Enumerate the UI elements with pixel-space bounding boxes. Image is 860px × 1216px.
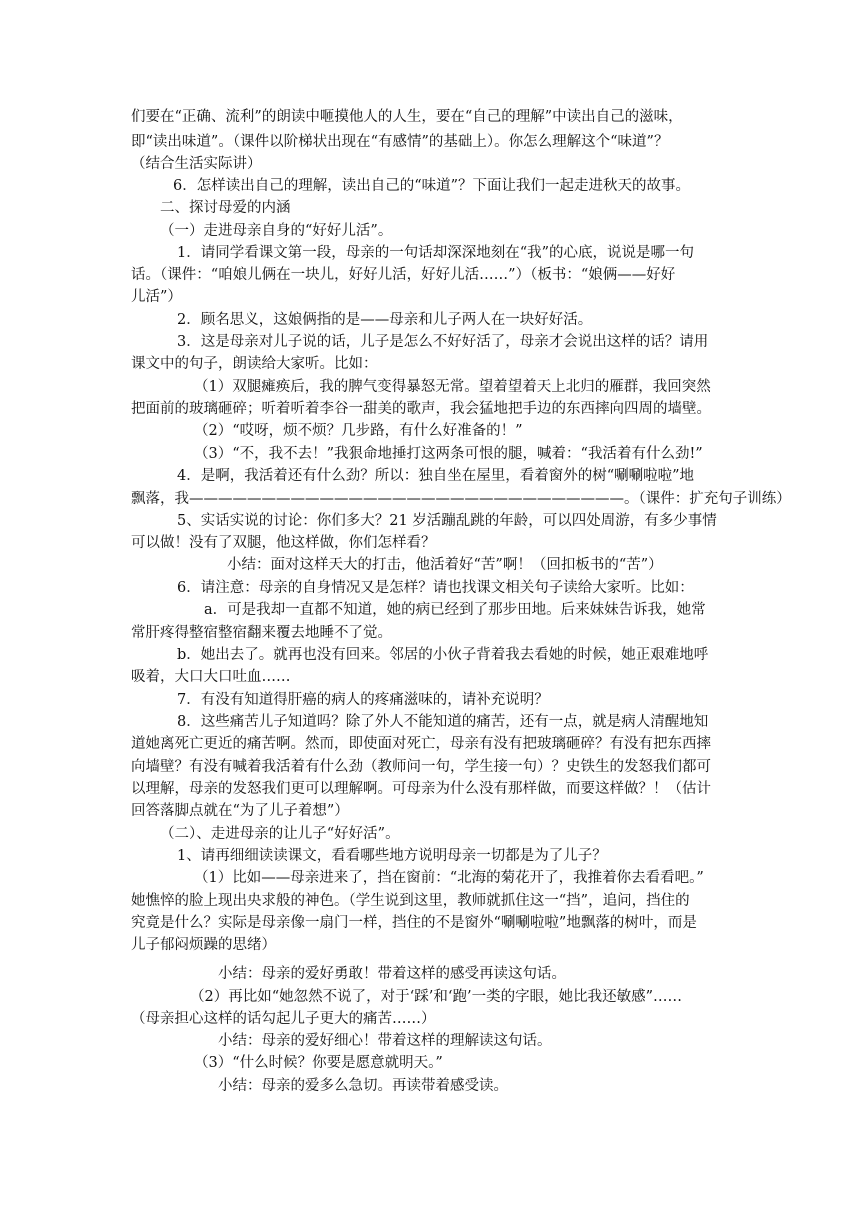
text-line-21: 小结：面对这样天大的打击，他活着好“苦”啊！（回扣板书的“苦”）: [227, 557, 663, 573]
text-line-32: 回答落脚点就在“为了儿子着想”）: [131, 803, 349, 819]
text-line-1: 们要在“正确、流利”的朗读中咂摸他人的人生，要在“自己的理解”中读出自己的滋味，: [131, 109, 683, 125]
text-line-9: 儿活”）: [131, 289, 182, 305]
text-line-2: 即“读出味道”。（课件以阶梯状出现在“有感情”的基础上）。你怎么理解这个“味道”？: [131, 134, 669, 150]
text-line-19: 5、实话实说的讨论：你们多大？21 岁活蹦乱跳的年龄，可以四处周游，有多少事情: [177, 513, 717, 529]
text-line-29: 道她离死亡更近的痛苦啊。然而，即使面对死亡，母亲有没有把玻璃砸碎？有没有把东西摔: [131, 736, 711, 752]
text-line-20: 可以做！没有了双腿，他这样做，你们怎样看？: [131, 535, 436, 551]
text-line-40: （2）再比如“她忽然不说了，对于‘踩’和‘跑’一类的字眼，她比我还敏感”……: [190, 989, 682, 1005]
text-line-43: （3）“什么时候？你要是愿意就明天。”: [194, 1055, 443, 1071]
subsection-heading-2: （二）、走进母亲的让儿子“好好活”。: [160, 826, 400, 842]
text-line-15: （2）“哎呀，烦不烦？几步路，有什么好准备的！”: [194, 423, 523, 439]
text-line-7: 1．请同学看课文第一段，母亲的一句话却深深地刻在“我”的心底，说说是哪一句: [177, 245, 695, 261]
text-line-22: 6．请注意：母亲的自身情况又是怎样？请也找课文相关句子读给大家听。比如：: [177, 580, 694, 596]
text-line-16: （3）“不，我不去！”我狠命地捶打这两条可恨的腿，喊着：“我活着有什么劲!”: [194, 446, 703, 462]
text-line-11: 3．这是母亲对儿子说的话，儿子是怎么不好好活了，母亲才会说出这样的话？请用: [177, 334, 709, 350]
text-line-4: 6．怎样读出自己的理解，读出自己的“味道”？下面让我们一起走进秋天的故事。: [173, 178, 691, 194]
text-line-38: 儿子郁闷烦躁的思绪）: [131, 937, 276, 953]
text-line-34: 1、请再细细读读课文，看看哪些地方说明母亲一切都是为了儿子？: [177, 848, 607, 864]
text-line-30: 向墙壁？有没有喊着我活着有什么劲（教师问一句，学生接一句）？史铁生的发怒我们都可: [131, 759, 711, 775]
text-line-3: （结合生活实际讲）: [131, 156, 262, 172]
text-line-17: 4．是啊，我活着还有什么劲？所以：独自坐在屋里，看着窗外的树“唰唰啦啦”地: [177, 468, 695, 484]
text-line-39: 小结：母亲的爱好勇敢！带着这样的感受再读这句话。: [218, 966, 566, 982]
text-line-42: 小结：母亲的爱好细心！带着这样的理解读这句话。: [218, 1033, 552, 1049]
text-line-13: （1）双腿瘫痪后，我的脾气变得暴怒无常。望着望着天上北归的雁群，我回突然: [194, 379, 711, 395]
text-line-26: 吸着，大口大口吐血……: [131, 669, 291, 685]
text-line-24: 常肝疼得整宿整宿翻来覆去地睡不了觉。: [131, 625, 392, 641]
subsection-heading-1: （一）走进母亲自身的“好好儿活”。: [160, 223, 393, 239]
text-line-41: （母亲担心这样的话勾起儿子更大的痛苦……）: [131, 1011, 436, 1027]
section-heading-2: 二、探讨母爱的内涵: [160, 200, 291, 216]
text-line-25: b．她出去了。就再也没有回来。邻居的小伙子背着我去看她的时候，她正艰难地呼: [177, 647, 709, 663]
text-line-31: 以理解，母亲的发怒我们更可以理解啊。可母亲为什么没有那样做，而要这样做？！（估计: [131, 781, 711, 797]
text-line-35: （1）比如——母亲进来了，挡在窗前：“北海的菊花开了，我推着你去看看吧。”: [194, 870, 704, 886]
text-line-18: 飘落，我——————————————————————————————。（课件：扩充句子训练）: [131, 491, 791, 507]
text-line-27: 7．有没有知道得肝癌的病人的疼痛滋味的，请补充说明？: [177, 692, 549, 708]
text-line-12: 课文中的句子，朗读给大家听。比如：: [131, 356, 378, 372]
text-line-37: 究竟是什么？实际是母亲像一扇门一样，挡住的不是窗外“唰唰啦啦”地飘落的树叶，而是: [131, 915, 697, 931]
text-line-14: 把面前的玻璃砸碎；听着听着李谷一甜美的歌声，我会猛地把手边的东西摔向四周的墙壁。: [131, 401, 711, 417]
text-line-44: 小结：母亲的爱多么急切。再读带着感受读。: [218, 1078, 508, 1094]
text-line-23: a．可是我却一直都不知道，她的病已经到了那步田地。后来妹妹告诉我，她常: [204, 602, 706, 618]
text-line-8: 话。（课件：“咱娘儿俩在一块儿，好好儿活，好好儿活……”）（板书：“娘俩——好好: [131, 267, 676, 283]
text-line-36: 她憔悴的脸上现出央求般的神色。（学生说到这里，教师就抓住这一“挡”，追问，挡住的: [131, 893, 690, 909]
text-line-10: 2．顾名思义，这娘俩指的是——母亲和儿子两人在一块好好活。: [177, 312, 593, 328]
text-line-28: 8．这些痛苦儿子知道吗？除了外人不能知道的痛苦，还有一点，就是病人清醒地知: [177, 714, 709, 730]
